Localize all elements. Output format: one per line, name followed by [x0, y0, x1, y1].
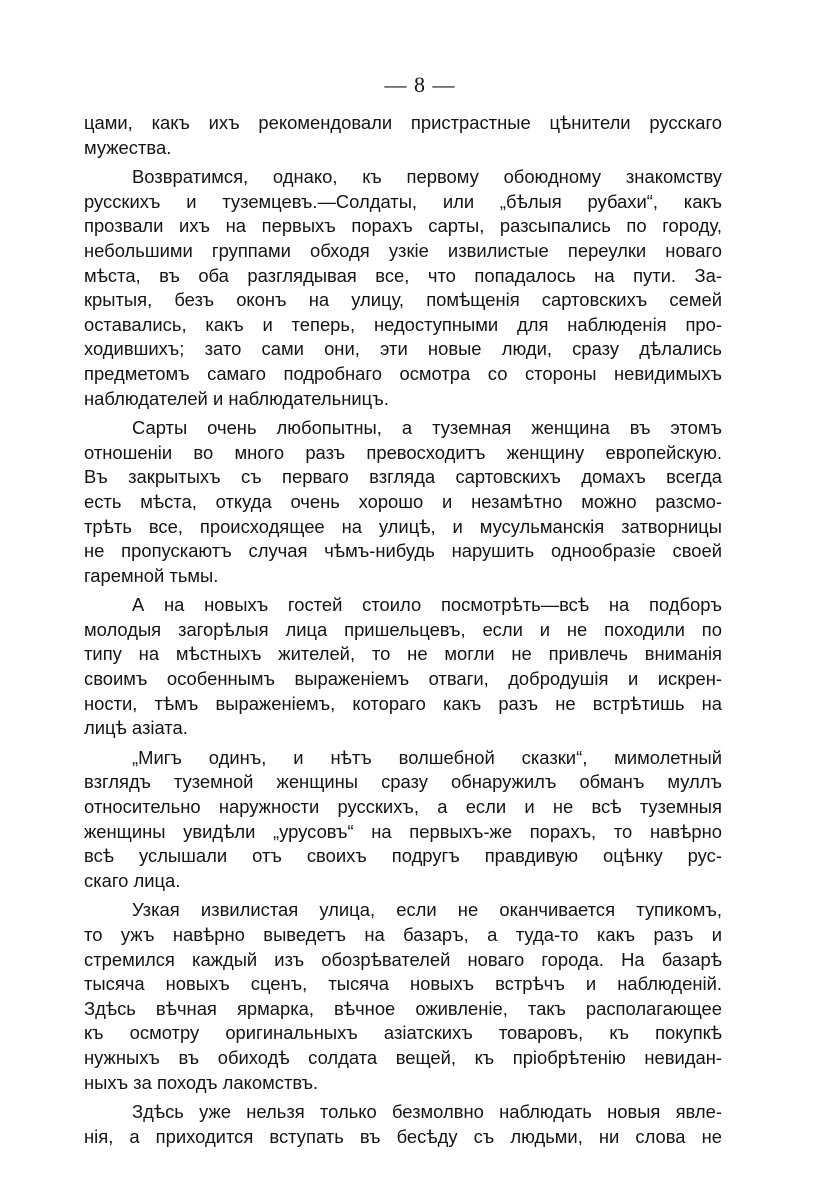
text-line: не пропускаютъ случая чѣмъ-нибудь нарушить однообразіе своей	[84, 540, 722, 562]
text-line: нія, а приходится вступать въ бесѣду съ людьми, ни слова не	[84, 1125, 722, 1147]
text-line: относительно наружности русскихъ, а если и не всѣ туземныя	[84, 796, 722, 818]
text-line: къ осмотру оригинальныхъ азіатскихъ товаровъ, къ покупкѣ	[84, 1022, 722, 1044]
text-line: отношеніи во много разъ превосходитъ женщину европейскую.	[84, 441, 722, 463]
text-line: наблюдателей и наблюдательницъ.	[84, 387, 389, 409]
text-line: оставались, какъ и теперь, недоступными для наблюденія про-	[84, 313, 722, 335]
text-line: типу на мѣстныхъ жителей, то не могли не привлечь вниманія	[84, 643, 722, 665]
text-line: стремился каждый изъ обозрѣвателей новаго города. На базарѣ	[84, 948, 722, 970]
text-line: есть мѣста, откуда очень хорошо и незамѣтно можно разсмо-	[84, 490, 722, 512]
text-line: Въ закрытыхъ съ перваго взгляда сартовскихъ домахъ всегда	[84, 466, 722, 488]
text-line: мѣста, въ оба разглядывая все, что попадалось на пути. За-	[84, 264, 722, 286]
text-line: Здѣсь уже нельзя только безмолвно наблюдать новыя явле-	[132, 1101, 722, 1123]
text-line: предметомъ самаго подробнаго осмотра со стороны невидимыхъ	[84, 362, 722, 384]
text-line: тысяча новыхъ сценъ, тысяча новыхъ встрѣчъ и наблюденій.	[84, 973, 722, 995]
text-line: небольшими группами обходя узкіе извилистые переулки новаго	[84, 239, 722, 261]
text-line: молодыя загорѣлыя лица пришельцевъ, если и не походили по	[84, 618, 722, 640]
text-line: скаго лица.	[84, 869, 181, 891]
text-line: лицѣ азіата.	[84, 717, 188, 739]
paragraph	[84, 593, 722, 741]
text-line: гаремной тьмы.	[84, 564, 219, 586]
text-line: крытыя, безъ оконъ на улицу, помѣщенія сартовскихъ семей	[84, 289, 722, 311]
text-line: мужества.	[84, 136, 172, 158]
text-line: ходившихъ; зато сами они, эти новые люди, сразу дѣлались	[84, 338, 722, 360]
page-number: — 8 —	[384, 72, 456, 97]
text-line: А на новыхъ гостей стоило посмотрѣть—всѣ на подборъ	[132, 594, 722, 616]
text-line: ныхъ за походъ лакомствъ.	[84, 1071, 319, 1093]
text-line: цами, какъ ихъ рекомендовали пристрастные цѣнители русскаго	[84, 112, 722, 133]
paragraph	[84, 165, 722, 411]
text-line: прозвали ихъ на первыхъ порахъ сарты, разсыпались по городу,	[84, 215, 722, 237]
paragraph	[84, 898, 722, 1095]
text-line: русскихъ и туземцевъ.—Солдаты, или „бѣлыя рубахи“, какъ	[84, 190, 722, 212]
paragraph	[84, 416, 722, 588]
text-line: нужныхъ въ обиходѣ солдата вещей, къ пріобрѣтенію невидан-	[84, 1046, 722, 1068]
text-line: своимъ особеннымъ выраженіемъ отваги, добродушія и искрен-	[84, 668, 722, 690]
text-line: Здѣсь вѣчная ярмарка, вѣчное оживленіе, такъ располагающее	[84, 997, 722, 1019]
paragraph	[84, 746, 722, 894]
text-line: Сарты очень любопытны, а туземная женщина въ этомъ	[132, 417, 722, 439]
text-line: трѣть все, происходящее на улицѣ, и мусульманскія затворницы	[84, 515, 722, 537]
text-line: Возвратимся, однако, къ первому обоюдному знакомству	[132, 166, 722, 188]
paragraph	[84, 111, 722, 160]
text-line: Узкая извилистая улица, если не оканчивается тупикомъ,	[132, 899, 722, 921]
text-line: то ужъ навѣрно выведетъ на базаръ, а туда-то какъ разъ и	[84, 924, 722, 945]
page-text	[84, 111, 722, 1154]
text-line: женщины увидѣли „урусовъ“ на первыхъ-же порахъ, то навѣрно	[84, 820, 722, 842]
text-line: ности, тѣмъ выраженіемъ, котораго какъ разъ не встрѣтишь на	[84, 692, 722, 714]
text-line: „Мигъ одинъ, и нѣтъ волшебной сказки“, мимолетный	[132, 746, 722, 768]
text-line: взглядъ туземной женщины сразу обнаружилъ обманъ муллъ	[84, 771, 722, 793]
text-line: всѣ услышали отъ своихъ подругъ правдивую оцѣнку рус-	[84, 845, 722, 867]
paragraph	[84, 1100, 722, 1149]
